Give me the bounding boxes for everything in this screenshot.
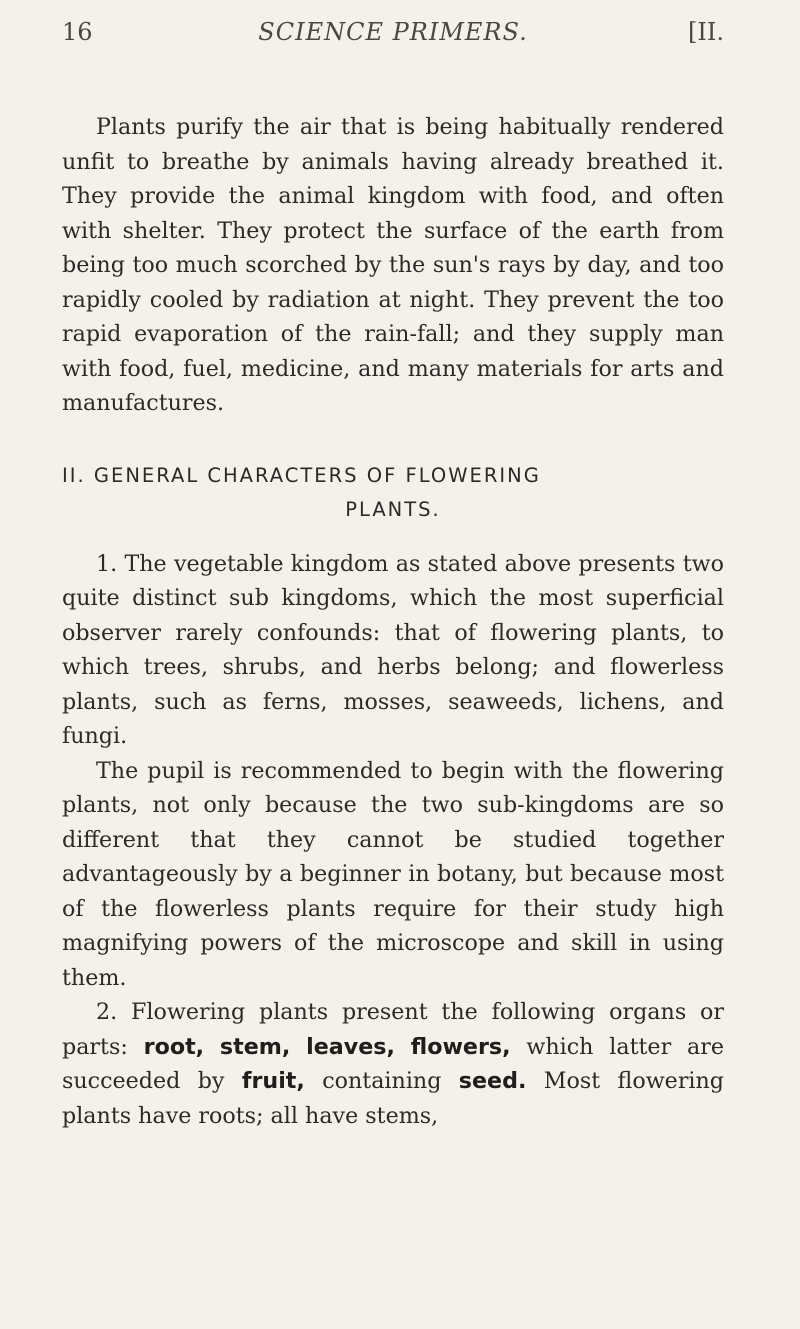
paragraph-pupil-recommended: The pupil is recommended to begin with the flowering plants, not only because the two sub-kingdoms are so different that they cannot be studied together advantageously by a beginner in botany, but because most of the flowerless plants require for their study high magnifying powers of the microscope and skill in using them. <box>62 757 724 991</box>
term-root: root, <box>143 1033 205 1060</box>
term-flowers: flowers, <box>410 1033 511 1060</box>
organs-roots-stems: Most flowering plants have roots; all have stems, <box>62 1068 725 1129</box>
section-marker: [II. <box>688 18 724 46</box>
term-seed: seed. <box>458 1068 527 1094</box>
page-number: 16 <box>62 18 93 46</box>
organs-containing: containing <box>322 1068 442 1094</box>
term-stem: stem, <box>219 1033 291 1060</box>
paragraph-sub-kingdoms: 1. The vegetable kingdom as stated above presents two quite distinct sub kingdoms, which the most superficial observer rarely confounds: that of flowering plants, to which trees, shrubs, and herbs belong; and flowerless plants, such as ferns, mosses, seaweeds, lichens, and fungi. <box>62 550 724 749</box>
running-title: SCIENCE PRIMERS. <box>258 18 528 46</box>
section-heading <box>62 459 724 527</box>
paragraph-plants-purify: Plants purify the air that is being habitually rendered unfit to breathe by animals having already breathed it. They provide the animal kingdom with food, and often with shelter. They protect the surface of the earth from being too much scorched by the sun's rays by day, and too rapidly cooled by radiation at night. They prevent the too rapid evaporation of the rain-fall; and they supply man with food, fuel, medicine, and many materials for arts and manufactures. <box>62 114 724 416</box>
organs-intro: 2. Flowering plants present the following organs or parts: <box>62 999 724 1060</box>
section-heading-line2: PLANTS. <box>345 497 441 521</box>
page-header <box>62 18 724 58</box>
section-heading-line1: II. GENERAL CHARACTERS OF FLOWERING <box>62 463 541 487</box>
organs-succeeded: which latter are succeeded by <box>62 1033 724 1094</box>
paragraph-organs <box>62 995 724 1133</box>
term-leaves: leaves, <box>306 1033 395 1060</box>
term-fruit: fruit, <box>241 1068 305 1094</box>
